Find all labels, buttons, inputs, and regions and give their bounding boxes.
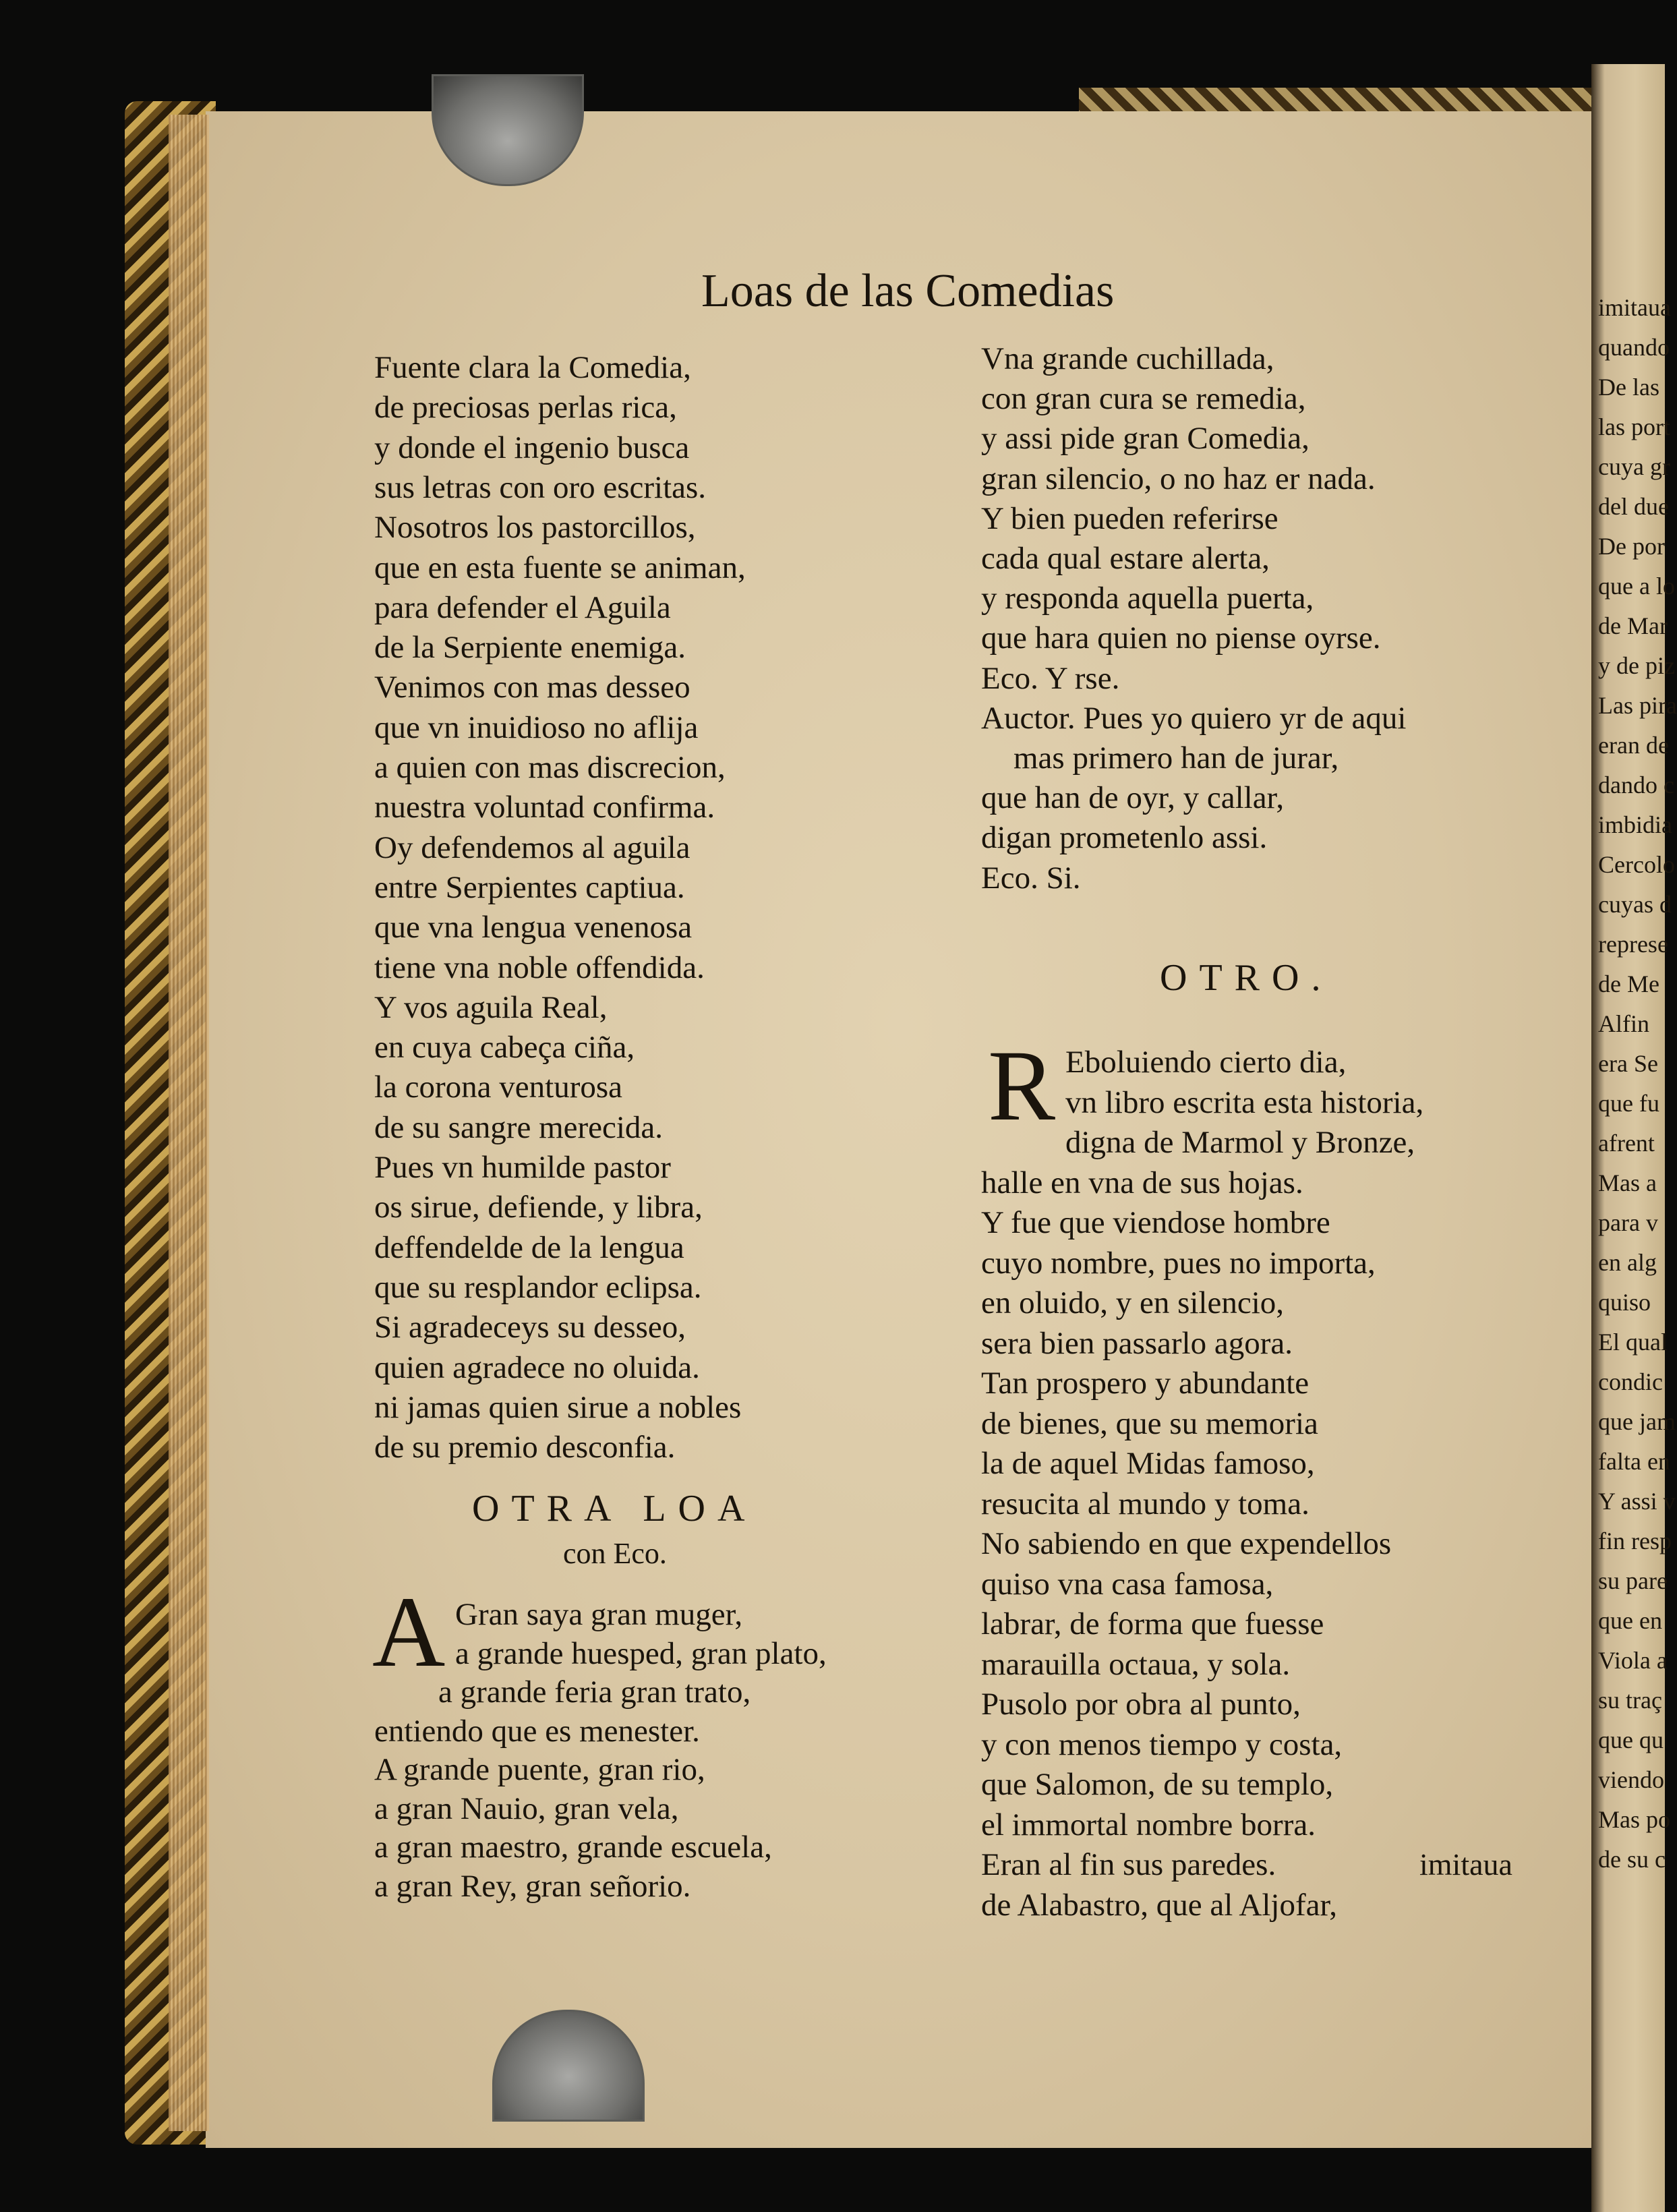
right-verse-14: Eco. Si. [981,860,1081,896]
facing-page-line: De las [1598,374,1659,401]
facing-page-line: las port [1598,413,1670,440]
otra-loa-verse-8: a gran Rey, gran señorio. [374,1868,691,1904]
left-verse-20: de su sangre merecida. [374,1109,664,1145]
facing-page-line: del due [1598,493,1669,520]
otro-verse-3: digna de Marmol y Bronze, [1065,1125,1415,1160]
left-verse-14: entre Serpientes captiua. [374,869,685,905]
left-verse-10: que vn inuidioso no aflija [374,709,699,745]
page-stack-edge [169,115,209,2131]
facing-page-line: cuya gr [1598,453,1670,480]
facing-page-line: fin resp [1598,1527,1672,1554]
facing-page-line: eran de [1598,732,1669,759]
otro-verse-14: quiso vna casa famosa, [981,1566,1274,1602]
otro-verse-17: Pusolo por obra al punto, [981,1687,1301,1722]
otro-verse-18: y con menos tiempo y costa, [981,1726,1343,1762]
right-verse-7: y responda aquella puerta, [981,581,1314,616]
con-eco-subheading: con Eco. [563,1537,667,1570]
right-verse-11: mas primero han de jurar, [1013,740,1339,776]
otra-loa-verse-3: a grande feria gran trato, [438,1675,751,1710]
left-verse-8: de la Serpiente enemiga. [374,630,686,666]
facing-page-line: de Mar [1598,612,1668,639]
left-verse-5: Nosotros los pastorcillos, [374,510,696,546]
right-verse-2: con gran cura se remedia, [981,381,1306,417]
facing-page-line: falta en [1598,1448,1670,1475]
facing-page-line: de Me [1598,970,1659,997]
facing-page-line: y de piz [1598,652,1675,679]
facing-page-line: Alfin [1598,1010,1649,1037]
otra-loa-heading: OTRA LOA [472,1488,757,1530]
otro-verse-20: el immortal nombre borra. [981,1807,1316,1842]
facing-page-line: Mas a [1598,1169,1657,1196]
left-verse-21: Pues vn humilde pastor [374,1150,671,1185]
facing-page-line: su traç [1598,1687,1662,1714]
facing-page-line: para v [1598,1209,1658,1236]
facing-page-line: que qu [1598,1726,1664,1753]
otro-verse-22: de Alabastro, que al Aljofar, [981,1887,1338,1923]
facing-page-line: afrent [1598,1130,1655,1157]
facing-page-line: Mas po [1598,1806,1670,1833]
left-verse-15: que vna lengua venenosa [374,910,693,945]
otro-verse-10: de bienes, que su memoria [981,1405,1318,1441]
running-head: Loas de las Comedias [701,265,1115,317]
left-verse-4: sus letras con oro escritas. [374,469,707,505]
facing-page-line: imbidia [1598,811,1672,838]
otro-verse-21: Eran al fin sus paredes. [981,1847,1276,1882]
facing-page-line: dando c [1598,772,1674,798]
facing-page-line: El qual [1598,1329,1668,1356]
otro-verse-19: que Salomon, de su templo, [981,1767,1334,1802]
left-verse-19: la corona venturosa [374,1070,623,1105]
left-verse-12: nuestra voluntad confirma. [374,790,715,825]
right-verse-6: cada qual estare alerta, [981,541,1270,576]
left-verse-18: en cuya cabeça ciña, [374,1030,635,1066]
facing-page-line: Y assi v [1598,1488,1676,1515]
facing-page-line: en alg [1598,1249,1657,1276]
left-verse-23: deffendelde de la lengua [374,1229,684,1265]
otra-loa-verse-2: a grande huesped, gran plato, [455,1635,827,1671]
dropcap-a: A [372,1576,446,1688]
left-verse-2: de preciosas perlas rica, [374,390,677,426]
dropcap-r: R [988,1030,1056,1142]
right-verse-10: Auctor. Pues yo quiero yr de aqui [981,700,1407,736]
left-verse-11: a quien con mas discrecion, [374,750,726,785]
otro-verse-4: halle en vna de sus hojas. [981,1165,1303,1200]
left-verse-16: tiene vna noble offendida. [374,950,705,985]
otra-loa-verse-5: A grande puente, gran rio, [374,1752,705,1787]
left-verse-27: ni jamas quien sirue a nobles [374,1389,742,1425]
left-verse-1: Fuente clara la Comedia, [374,350,691,385]
left-verse-24: que su resplandor eclipsa. [374,1269,702,1305]
facing-page-line: Cercolo [1598,851,1675,878]
right-verse-8: que hara quien no piense oyrse. [981,620,1381,656]
facing-page-line: De por [1598,533,1665,560]
otro-heading: OTRO. [1160,957,1333,999]
left-verse-7: para defender el Aguila [374,589,671,625]
facing-page-line: cuyas d [1598,891,1672,918]
facing-page-fragment [1591,64,1677,2212]
otro-verse-1: Eboluiendo cierto dia, [1065,1045,1347,1080]
right-verse-4: gran silencio, o no haz er nada. [981,461,1376,496]
facing-page-line: que jam [1598,1408,1676,1435]
otra-loa-verse-6: a gran Nauio, gran vela, [374,1791,679,1826]
facing-page-line: condic [1598,1368,1663,1395]
otro-verse-7: en oluido, y en silencio, [981,1285,1285,1320]
facing-page-line: quando [1598,334,1670,361]
right-verse-13: digan prometenlo assi. [981,820,1268,856]
otro-verse-13: No sabiendo en que expendellos [981,1526,1392,1561]
otro-verse-5: Y fue que viendose hombre [981,1205,1330,1240]
facing-page-line: Las pira [1598,692,1677,719]
facing-page-line: que en [1598,1607,1662,1634]
facing-page-line: represe [1598,931,1668,958]
otro-verse-16: marauilla octaua, y sola. [981,1646,1291,1682]
facing-page-line: que fu [1598,1090,1659,1117]
facing-page-line: viendo [1598,1766,1664,1793]
otra-loa-verse-4: entiendo que es menester. [374,1713,700,1749]
otro-verse-15: labrar, de forma que fuesse [981,1606,1324,1641]
left-verse-26: quien agradece no oluida. [374,1349,700,1385]
facing-page-line: su pare [1598,1567,1668,1594]
left-verse-28: de su premio desconfia. [374,1430,676,1465]
facing-page-line: era Se [1598,1050,1658,1077]
otro-verse-9: Tan prospero y abundante [981,1366,1310,1401]
left-verse-9: Venimos con mas desseo [374,670,690,705]
right-verse-9: Eco. Y rse. [981,660,1120,696]
left-verse-22: os sirue, defiende, y libra, [374,1190,703,1225]
right-verse-3: y assi pide gran Comedia, [981,421,1310,457]
left-verse-13: Oy defendemos al aguila [374,830,690,865]
facing-page-line: quiso [1598,1289,1651,1316]
catchword: imitaua [1419,1847,1512,1882]
facing-page-line: Viola a [1598,1647,1668,1674]
left-verse-17: Y vos aguila Real, [374,989,608,1025]
left-verse-3: y donde el ingenio busca [374,430,690,465]
otra-loa-verse-7: a gran maestro, grande escuela, [374,1830,772,1865]
facing-page-line: que a lo [1598,573,1675,600]
facing-page-line: de su c [1598,1846,1666,1873]
facing-page-line: imitaua [1598,294,1671,321]
otro-verse-12: resucita al mundo y toma. [981,1486,1310,1521]
right-verse-1: Vna grande cuchillada, [981,341,1274,376]
otro-verse-2: vn libro escrita esta historia, [1065,1084,1424,1120]
right-verse-5: Y bien pueden referirse [981,500,1278,536]
otro-verse-6: cuyo nombre, pues no importa, [981,1245,1376,1281]
left-verse-25: Si agradeceys su desseo, [374,1310,686,1345]
left-verse-6: que en esta fuente se animan, [374,550,746,585]
right-verse-12: que han de oyr, y callar, [981,780,1285,816]
otra-loa-verse-1: Gran saya gran muger, [455,1597,743,1632]
otro-verse-11: la de aquel Midas famoso, [981,1446,1315,1481]
otro-verse-8: sera bien passarlo agora. [981,1325,1293,1361]
